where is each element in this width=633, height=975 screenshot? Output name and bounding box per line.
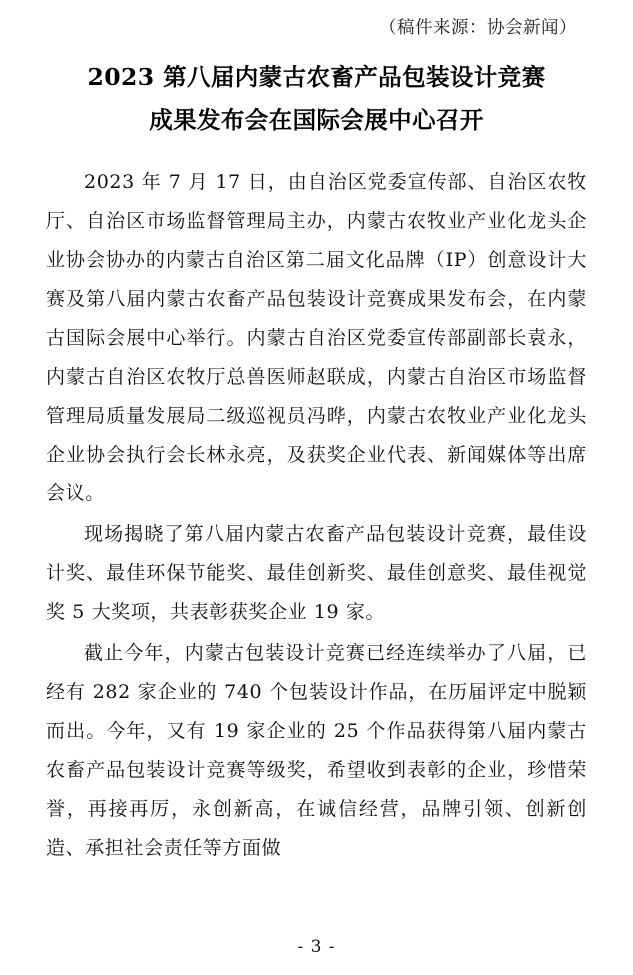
paragraph: 截止今年，内蒙古包装设计竞赛已经连续举办了八届，已经有 282 家企业的 740 个包装设计作品，在历届评定中脱颖而出。今年，又有 19 家企业的 25 个作品获得第八届内蒙古农畜产品包装设计竞赛等级奖，希望收到表彰的企业，珍惜荣誉，再接再厉，永创新高，在诚信经营，品牌引领、创新创造、承担社会责任等方面做 [46,642,587,859]
article-body [46,163,587,868]
paragraph: 现场揭晓了第八届内蒙古农畜产品包装设计竞赛，最佳设计奖、最佳环保节能奖、最佳创新奖、最佳创意奖、最佳视觉奖 5 大奖项，共表彰获奖企业 19 家。 [46,523,587,624]
page-number: - 3 - [297,937,336,957]
paragraph: 2023 年 7 月 17 日，由自治区党委宣传部、自治区农牧厅、自治区市场监督管理局主办，内蒙古农牧业产业化龙头企业协会协办的内蒙古自治区第二届文化品牌（IP）创意设计大赛及第八届内蒙古农畜产品包装设计竞赛成果发布会，在内蒙古国际会展中心举行。内蒙古自治区党委宣传部副部长袁永，内蒙古自治区农牧厅总兽医师赵联成，内蒙古自治区市场监督管理局质量发展局二级巡视员冯晔，内蒙古农牧业产业化龙头企业协会执行会长林永亮，及获奖企业代表、新闻媒体等出席会议。 [46,170,587,505]
source-attribution: （稿件来源：协会新闻） [379,18,577,38]
title-line-1: 2023 第八届内蒙古农畜产品包装设计竞赛 [87,63,546,91]
title-line-2: 成果发布会在国际会展中心召开 [149,106,484,135]
page-title [46,56,587,143]
